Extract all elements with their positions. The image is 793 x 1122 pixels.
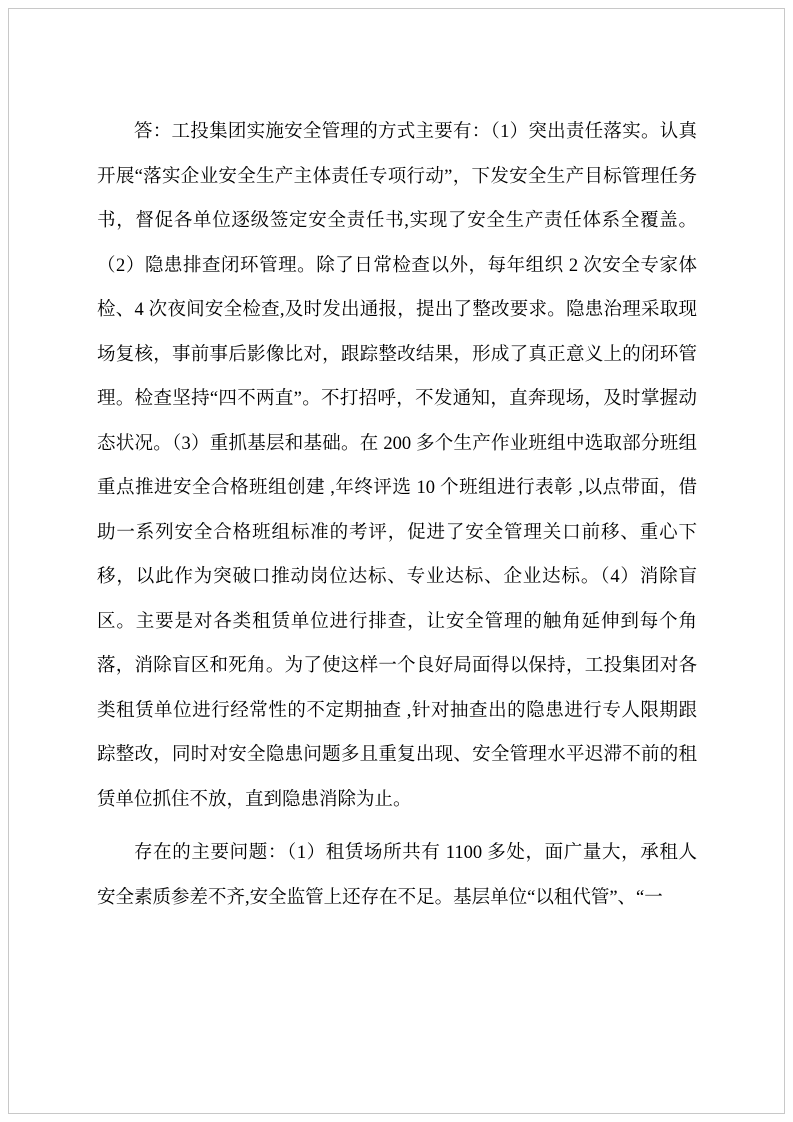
paragraph: 存在的主要问题：（1）租赁场所共有 1100 多处，面广量大，承租人安全素质参差不齐,安全监管上还存在不足。基层单位“以租代管”、“一 (97, 843, 697, 908)
paragraph: 答：工投集团实施安全管理的方式主要有：（1）突出责任落实。认真开展“落实企业安全生产主体责任专项行动”，下发安全生产目标管理任务书，督促各单位逐级签定安全责任书,实现了安全生产责任体系全覆盖。（2）隐患排查闭环管理。除了日常检查以外，每年组织 2 次安全专家体检、4 次夜间安全检查,及时发出通报，提出了整改要求。隐患治理采取现场复核，事前事后影像比对，跟踪整改结果，形成了真正意义上的闭环管理。检查坚持“四不两直”。不打招呼，不发通知，直奔现场，及时掌握动态状况。（3）重抓基层和基础。在 200 多个生产作业班组中选取部分班组重点推进安全合格班组创建 ,年终评选 10 个班组进行表彰 ,以点带面，借助一系列安全合格班组标准的考评，促进了安全管理关口前移、重心下移，以此作为突破口推动岗位达标、专业达标、企业达标。（4）消除盲区。主要是对各类租赁单位进行排查，让安全管理的触角延伸到每个角落，消除盲区和死角。为了使这样一个良好局面得以保持，工投集团对各类租赁单位进行经常性的不定期抽查 ,针对抽查出的隐患进行专人限期跟踪整改，同时对安全隐患问题多且重复出现、安全管理水平迟滞不前的租赁单位抓住不放，直到隐患消除为止。 (97, 122, 697, 810)
document-body (97, 110, 697, 920)
